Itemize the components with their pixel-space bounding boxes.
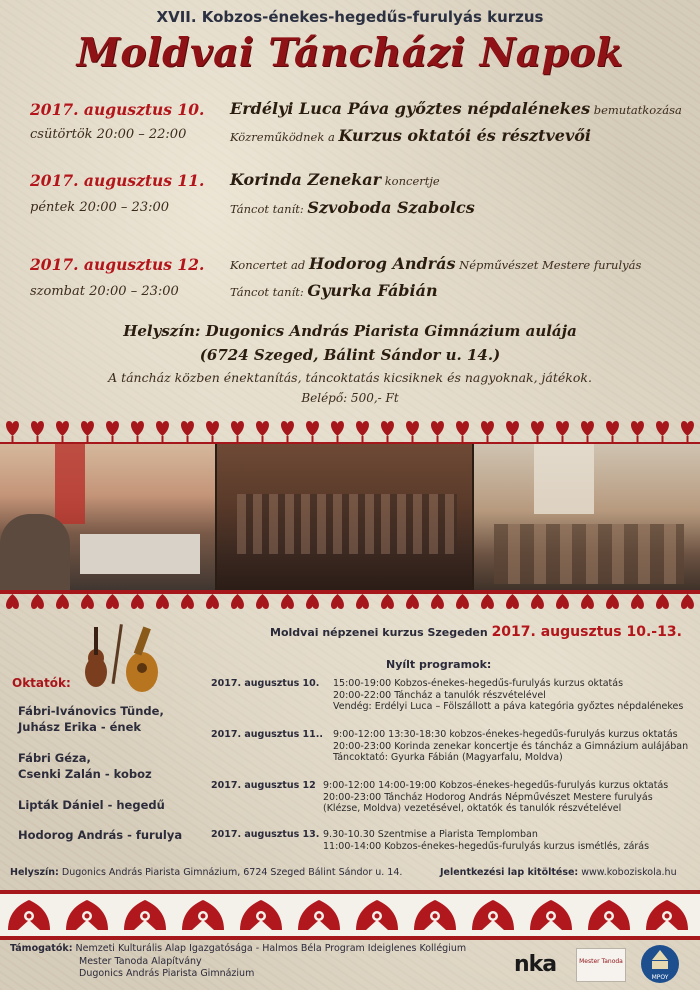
event-date-3: 2017. augusztus 12. <box>30 255 205 274</box>
program-lines-3: 9:00-12:00 14:00-19:00 Kobzos-énekes-hegedűs-furulyás kurzus oktatás 20:00-23:00 Táncház Hodorog András Népművészet Mestere furulyás (Klézse, Moldva) vezetésével, oktatók és tanulók részvételével <box>323 780 669 814</box>
program-date-1: 2017. augusztus 10. <box>211 678 320 689</box>
program-date-2: 2017. augusztus 11.. <box>211 729 323 740</box>
event-time-2: péntek 20:00 – 23:00 <box>30 200 170 215</box>
performer-name: Erdélyi Luca Páva győztes népdalénekes <box>230 99 591 118</box>
photo-dance-hall <box>217 444 472 592</box>
teachers-label: Oktatók: <box>12 676 71 690</box>
program-lines-1: 15:00-19:00 Kobzos-énekes-hegedűs-furulyás kurzus oktatás 20:00-22:00 Táncház a tanulók részvételével Vendég: Erdélyi Luca – Fölszállott a páva kategória győztes népdalénekes <box>333 678 684 712</box>
program-lines-4: 9.30-10.30 Szentmise a Piarista Templomban 11:00-14:00 Kobzos-énekes-hegedűs-furulyás kurzus ismétlés, zárás <box>323 829 650 852</box>
teacher-group-3: Lipták Dániel - hegedű <box>18 798 165 812</box>
event-line-1a: Erdélyi Luca Páva győztes népdalénekes bemutatkozása <box>230 99 682 118</box>
registration-link[interactable]: www.koboziskola.hu <box>578 867 677 878</box>
photo-class-right <box>474 444 700 592</box>
venue-line-1: Helyszín: Dugonics András Piarista Gimnázium aulája <box>123 322 577 340</box>
teacher-group-2: Fábri Géza, Csenki Zalán - koboz <box>18 751 152 781</box>
program-date-3: 2017. augusztus 12 <box>211 780 316 791</box>
program-date-4: 2017. augusztus 13. <box>211 829 320 840</box>
instruments-icon <box>72 622 172 697</box>
course-subtitle: XVII. Kobzos-énekes-hegedűs-furulyás kurzus <box>156 8 544 26</box>
embroidery-border-mid <box>0 590 700 614</box>
photo-strip <box>0 444 700 592</box>
event-line-2b: Táncot tanít: Szvoboda Szabolcs <box>230 198 475 217</box>
venue-line-2: (6724 Szeged, Bálint Sándor u. 14.) <box>199 346 501 364</box>
event-line-3b: Táncot tanít: Gyurka Fábián <box>230 281 438 300</box>
program-lines-2: 9:00-12:00 13:30-18:30 kobzos-énekes-hegedűs-furulyás kurzus oktatás 20:00-23:00 Korinda zenekar koncertje és táncház a Gimnázium aulájában Táncoktató: Gyurka Fábián (Magyarfalu, Moldva) <box>333 729 689 763</box>
event-time-1: csütörtök 20:00 – 22:00 <box>30 127 187 142</box>
embroidery-border-bottom <box>0 890 700 940</box>
event-line-2a: Korinda Zenekar koncertje <box>230 170 440 189</box>
mester-tanoda-logo: Mester Tanoda <box>576 948 626 982</box>
page-title: Moldvai Táncházi Napok <box>76 30 624 76</box>
registration: Jelentkezési lap kitöltése: www.koboziskola.hu <box>440 867 677 878</box>
event-line-1b: Közreműködnek a Kurzus oktatói és résztvevői <box>230 126 591 145</box>
nka-logo: nka <box>514 952 557 977</box>
event-date-2: 2017. augusztus 11. <box>30 171 205 190</box>
embroidery-border-top <box>0 412 700 446</box>
footer-venue: Helyszín: Dugonics András Piarista Gimnázium, 6724 Szeged Bálint Sándor u. 14. <box>10 867 403 878</box>
event-line-3a: Koncertet ad Hodorog András Népművészet Mestere furulyás <box>230 254 642 273</box>
entry-fee: Belépő: 500,- Ft <box>301 391 399 405</box>
supporters: Támogatók: Nemzeti Kulturális Alap Igazgatósága - Halmos Béla Program Ideiglenes Kollégium Mester Tanoda Alapítvány Dugonics András Piarista Gimnázium <box>10 943 467 979</box>
teacher-group-1: Fábri-Ivánovics Tünde, Juhász Erika - ének <box>18 704 164 734</box>
photo-class-left <box>0 444 215 592</box>
open-programs-heading: Nyílt programok: <box>386 658 492 671</box>
course-heading: Moldvai népzenei kurzus Szegeden 2017. augusztus 10.-13. <box>270 624 682 640</box>
mpoy-logo: MPOY <box>640 944 680 984</box>
venue-line-3: A táncház közben énektanítás, táncoktatás kicsiknek és nagyoknak, játékok. <box>108 370 592 385</box>
event-date-1: 2017. augusztus 10. <box>30 100 205 119</box>
event-time-3: szombat 20:00 – 23:00 <box>30 284 179 299</box>
teacher-group-4: Hodorog András - furulya <box>18 828 183 842</box>
